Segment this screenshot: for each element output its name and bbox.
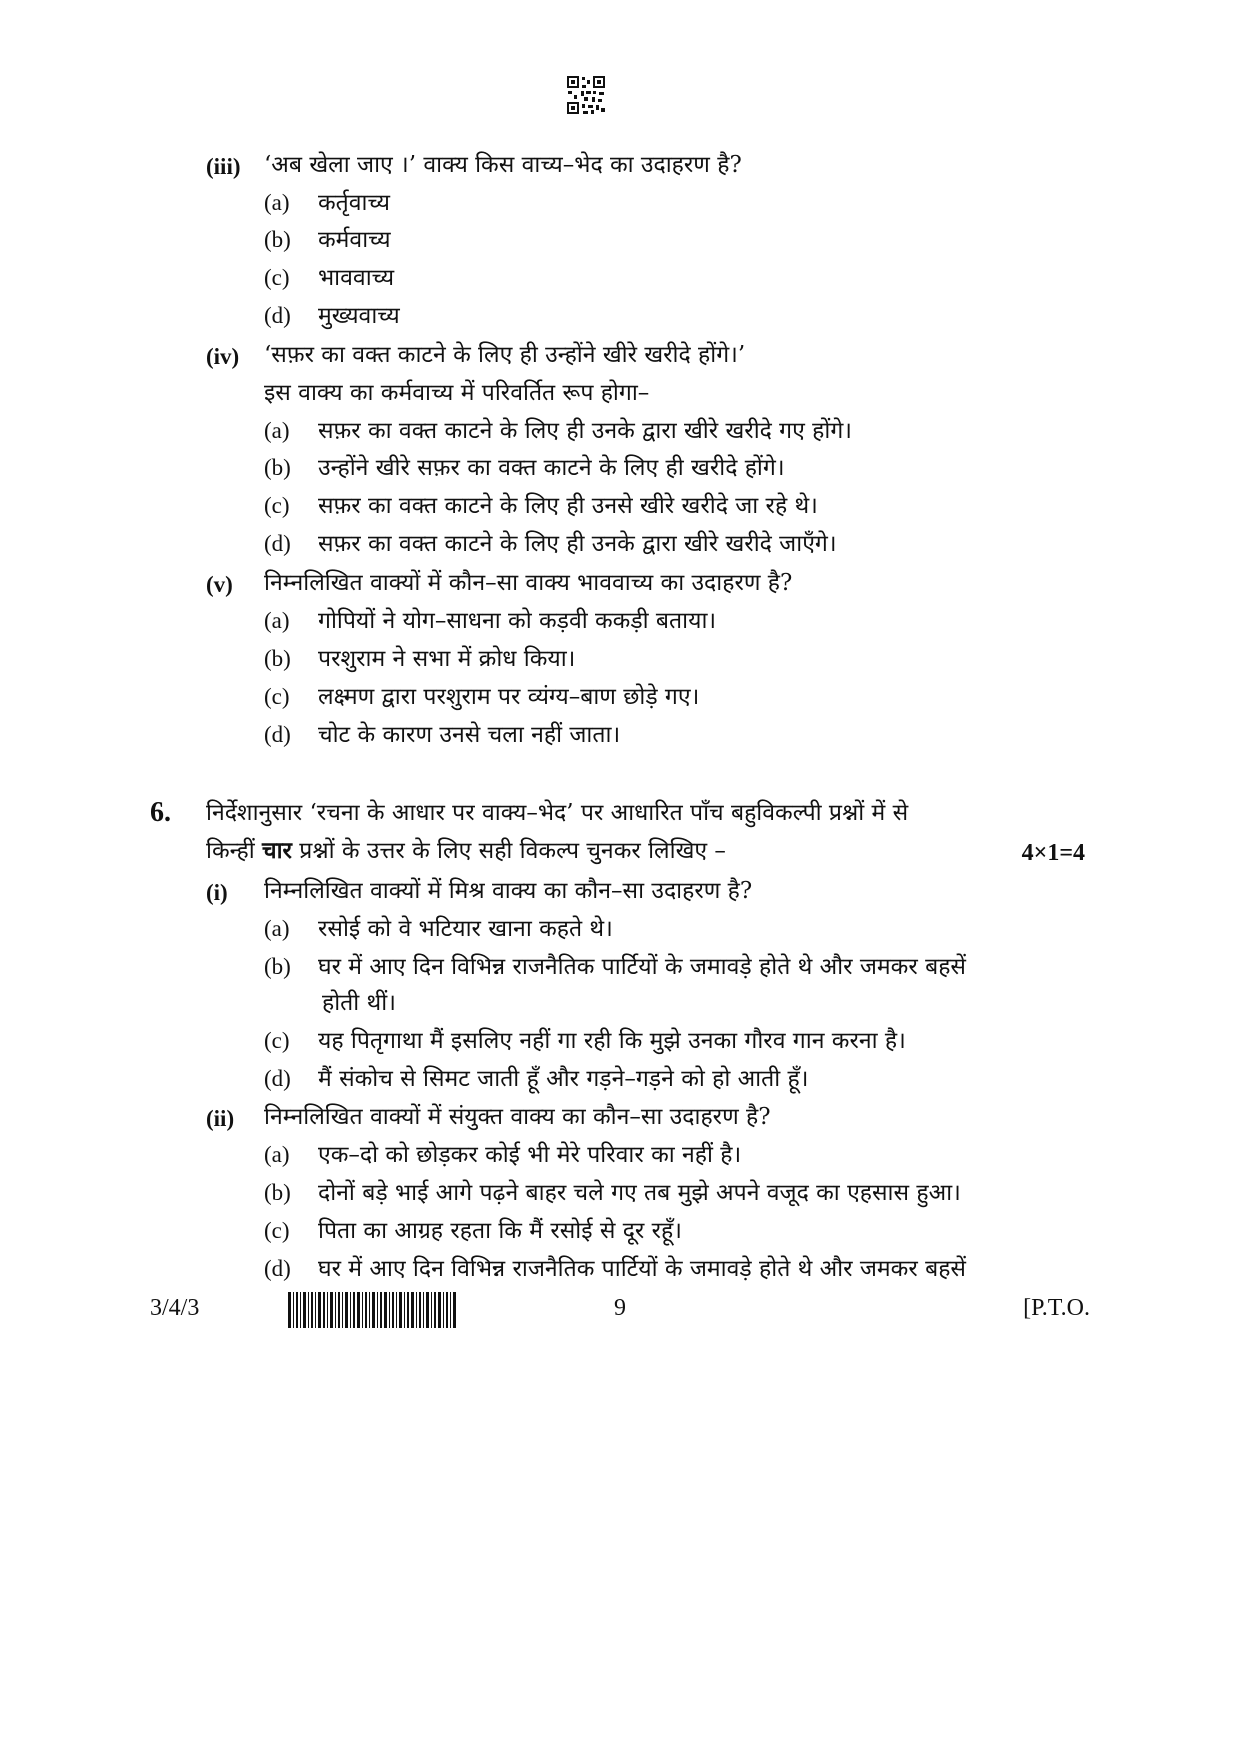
- intro-text: प्रश्नों के उत्तर के लिए सही विकल्प चुनकर लिखिए –: [291, 838, 726, 864]
- question-text-v: निम्नलिखित वाक्यों में कौन–सा वाक्य भाववाच्य का उदाहरण है?: [264, 570, 793, 596]
- option-iv-a: [264, 416, 852, 446]
- option-i-d: [264, 1064, 808, 1094]
- question-6-intro: निर्देशानुसार ‘रचना के आधार पर वाक्य–भेद’ पर आधारित पाँच बहुविकल्पी प्रश्नों में से: [206, 800, 909, 826]
- question-text-iii: ‘अब खेला जाए ।’ वाक्य किस वाच्य–भेद का उदाहरण है?: [264, 152, 742, 178]
- paper-code: 3/4/3: [150, 1295, 200, 1321]
- option-iii-c: [264, 263, 394, 293]
- question-number-ii: (ii): [206, 1106, 235, 1131]
- option-text: घर में आए दिन विभिन्न राजनैतिक पार्टियों के जमावड़े होते थे और जमकर बहसें: [318, 954, 966, 980]
- option-label: (a): [264, 190, 290, 215]
- option-label: (c): [264, 1218, 290, 1243]
- please-turn-over: [P.T.O.: [1023, 1295, 1090, 1321]
- option-text: कर्तृवाच्य: [318, 190, 390, 216]
- qr-code-icon: [566, 75, 606, 115]
- option-v-a: [264, 606, 716, 636]
- question-number-iii: (iii): [206, 154, 241, 179]
- option-text: पिता का आग्रह रहता कि मैं रसोई से दूर रहूँ।: [318, 1218, 682, 1244]
- option-text: मैं संकोच से सिमट जाती हूँ और गड़ने–गड़ने को हो आती हूँ।: [318, 1066, 809, 1092]
- option-label: (c): [264, 493, 290, 518]
- option-i-b-continued: होती थीं।: [322, 990, 396, 1016]
- question-number-i: (i): [206, 880, 228, 905]
- option-ii-d: [264, 1254, 966, 1284]
- option-text: गोपियों ने योग–साधना को कड़वी ककड़ी बताया।: [318, 608, 717, 634]
- option-label: (b): [264, 227, 291, 252]
- option-text: एक–दो को छोड़कर कोई भी मेरे परिवार का नहीं है।: [318, 1142, 742, 1168]
- question-text-ii: निम्नलिखित वाक्यों में संयुक्त वाक्य का कौन–सा उदाहरण है?: [264, 1104, 771, 1130]
- option-text: उन्होंने खीरे सफ़र का वक्त काटने के लिए ही खरीदे होंगे।: [318, 455, 785, 481]
- option-v-c: [264, 682, 699, 712]
- option-label: (a): [264, 916, 290, 941]
- option-label: (c): [264, 265, 290, 290]
- intro-bold: चार: [261, 837, 292, 864]
- option-label: (d): [264, 1066, 291, 1091]
- option-text: भाववाच्य: [318, 265, 395, 291]
- question-text-iv-line2: इस वाक्य का कर्मवाच्य में परिवर्तित रूप होगा–: [264, 380, 650, 406]
- option-label: (a): [264, 608, 290, 633]
- question-number-6: 6.: [150, 797, 171, 828]
- option-v-b: [264, 644, 575, 674]
- option-v-d: [264, 720, 620, 750]
- question-6-intro-line2: [206, 836, 726, 866]
- option-label: (b): [264, 1180, 291, 1205]
- option-label: (b): [264, 646, 291, 671]
- option-label: (b): [264, 954, 291, 979]
- option-i-b: [264, 952, 966, 982]
- question-number-v: (v): [206, 572, 233, 597]
- option-label: (d): [264, 303, 291, 328]
- question-number-iv: (iv): [206, 344, 240, 369]
- option-text: रसोई को वे भटियार खाना कहते थे।: [318, 916, 613, 942]
- option-label: (c): [264, 684, 290, 709]
- option-text: दोनों बड़े भाई आगे पढ़ने बाहर चले गए तब मुझे अपने वजूद का एहसास हुआ।: [318, 1180, 961, 1206]
- option-label: (a): [264, 418, 290, 443]
- option-ii-b: [264, 1178, 961, 1208]
- option-text: मुख्यवाच्य: [318, 303, 400, 329]
- option-text: लक्ष्मण द्वारा परशुराम पर व्यंग्य–बाण छोड़े गए।: [318, 684, 700, 710]
- option-iv-c: [264, 491, 818, 521]
- option-label: (d): [264, 531, 291, 556]
- option-i-c: [264, 1026, 906, 1056]
- option-iv-d: [264, 529, 837, 559]
- option-iii-d: [264, 301, 400, 331]
- option-label: (b): [264, 455, 291, 480]
- option-i-a: [264, 914, 613, 944]
- option-label: (d): [264, 722, 291, 747]
- option-text: यह पितृगाथा मैं इसलिए नहीं गा रही कि मुझे उनका गौरव गान करना है।: [318, 1028, 906, 1054]
- option-ii-a: [264, 1140, 741, 1170]
- option-text: परशुराम ने सभा में क्रोध किया।: [318, 646, 576, 672]
- option-text: सफ़र का वक्त काटने के लिए ही उनसे खीरे खरीदे जा रहे थे।: [318, 493, 818, 519]
- option-iii-a: [264, 188, 390, 218]
- option-text: कर्मवाच्य: [318, 227, 391, 253]
- question-text-iv: ‘सफ़र का वक्त काटने के लिए ही उन्होंने खीरे खरीदे होंगे।’: [264, 342, 746, 368]
- option-label: (d): [264, 1256, 291, 1281]
- barcode-icon: [288, 1292, 458, 1328]
- option-iii-b: [264, 225, 391, 255]
- question-text-i: निम्नलिखित वाक्यों में मिश्र वाक्य का कौन–सा उदाहरण है?: [264, 878, 753, 904]
- option-ii-c: [264, 1216, 682, 1246]
- page-number: 9: [614, 1295, 626, 1321]
- option-label: (a): [264, 1142, 290, 1167]
- option-text: सफ़र का वक्त काटने के लिए ही उनके द्वारा खीरे खरीदे जाएँगे।: [318, 531, 837, 557]
- marks-allocation: 4×1=4: [1021, 840, 1085, 866]
- option-text: सफ़र का वक्त काटने के लिए ही उनके द्वारा खीरे खरीदे गए होंगे।: [318, 418, 853, 444]
- option-iv-b: [264, 453, 785, 483]
- option-text: चोट के कारण उनसे चला नहीं जाता।: [318, 722, 621, 748]
- option-text: घर में आए दिन विभिन्न राजनैतिक पार्टियों के जमावड़े होते थे और जमकर बहसें: [318, 1256, 966, 1282]
- intro-text: किन्हीं: [206, 838, 262, 864]
- option-label: (c): [264, 1028, 290, 1053]
